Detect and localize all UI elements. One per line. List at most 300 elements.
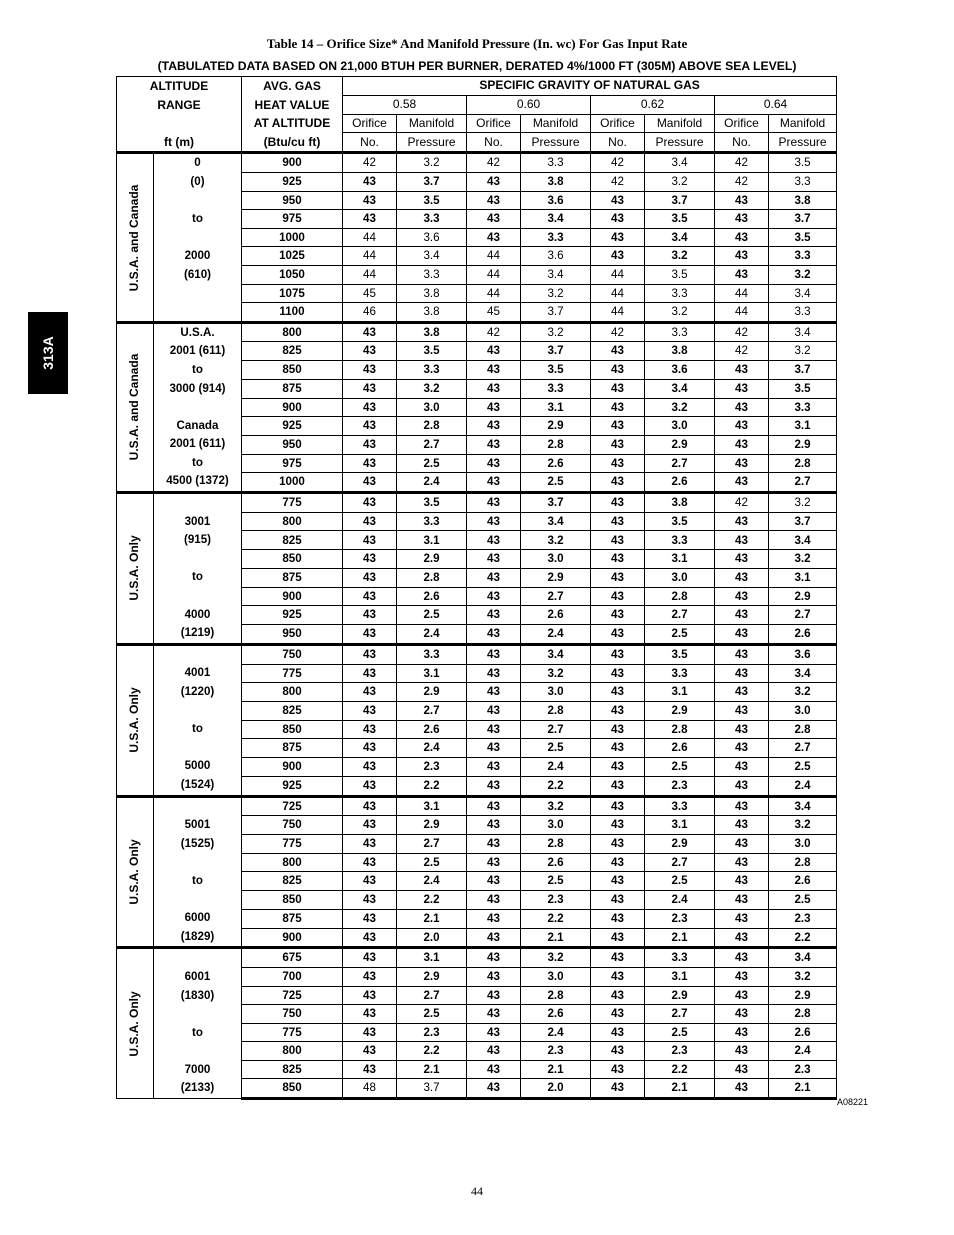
manifold-cell: 2.5	[645, 758, 715, 777]
altitude-range-line: (1219)	[180, 626, 215, 640]
orifice-cell: 43	[591, 664, 645, 683]
manifold-cell: 2.3	[397, 1023, 467, 1042]
orifice-cell: 42	[715, 342, 769, 361]
manifold-cell: 3.3	[521, 228, 591, 247]
altitude-range-line: to	[192, 722, 203, 736]
manifold-cell: 3.7	[769, 361, 837, 380]
orifice-cell: 43	[467, 986, 521, 1005]
manifold-cell: 3.4	[645, 153, 715, 173]
manifold-cell: 3.5	[769, 379, 837, 398]
orifice-cell: 45	[343, 284, 397, 303]
altitude-group	[117, 796, 837, 948]
manifold-cell: 2.3	[645, 776, 715, 796]
region-label-cell	[117, 322, 154, 492]
orifice-cell: 43	[715, 531, 769, 550]
altitude-range-line: to	[192, 570, 203, 584]
manifold-cell: 2.0	[521, 1079, 591, 1099]
orifice-cell: 43	[343, 834, 397, 853]
orifice-cell: 44	[343, 228, 397, 247]
specific-gravity-header: SPECIFIC GRAVITY OF NATURAL GAS	[343, 77, 837, 96]
orifice-cell: 43	[343, 454, 397, 473]
manifold-cell: 2.1	[397, 909, 467, 928]
manifold-cell: 3.1	[769, 568, 837, 587]
manifold-cell: 3.5	[397, 342, 467, 361]
orifice-cell: 43	[591, 644, 645, 664]
orifice-cell: 44	[715, 284, 769, 303]
heat-value-cell: 675	[242, 948, 343, 968]
orifice-pressure-table	[116, 76, 837, 1100]
orifice-cell: 43	[591, 1023, 645, 1042]
orifice-cell: 43	[715, 1079, 769, 1099]
manifold-cell: 3.4	[521, 265, 591, 284]
orifice-cell: 43	[343, 1060, 397, 1079]
orifice-cell: 43	[467, 512, 521, 531]
orifice-cell: 43	[591, 872, 645, 891]
manifold-cell: 2.8	[769, 853, 837, 872]
manifold-cell: 2.5	[521, 872, 591, 891]
manifold-cell: 3.8	[645, 342, 715, 361]
manifold-cell: 2.7	[521, 587, 591, 606]
orifice-cell: 43	[591, 342, 645, 361]
altitude-group	[117, 153, 837, 322]
heat-value-cell: 1025	[242, 247, 343, 266]
manifold-cell: 3.2	[521, 796, 591, 816]
altitude-range-line: 5000	[184, 759, 211, 773]
manifold-cell: 2.1	[769, 1079, 837, 1099]
manifold-cell: 3.1	[397, 664, 467, 683]
orifice-cell: 43	[343, 473, 397, 493]
orifice-cell: 42	[715, 172, 769, 191]
orifice-cell: 43	[467, 853, 521, 872]
manifold-cell: 3.2	[397, 379, 467, 398]
manifold-cell: 3.2	[769, 967, 837, 986]
manifold-cell: 2.7	[521, 720, 591, 739]
manifold-cell: 3.4	[769, 664, 837, 683]
manifold-cell: 2.5	[397, 1005, 467, 1024]
orifice-cell: 43	[343, 322, 397, 342]
orifice-cell: 43	[467, 834, 521, 853]
heat-value-cell: 725	[242, 986, 343, 1005]
altitude-range-line: (1829)	[180, 929, 215, 943]
manifold-cell: 3.3	[769, 398, 837, 417]
orifice-cell: 43	[715, 664, 769, 683]
orifice-cell: 42	[715, 153, 769, 173]
manifold-cell: 3.4	[645, 379, 715, 398]
manifold-cell: 3.7	[769, 512, 837, 531]
orifice-cell: 43	[715, 909, 769, 928]
manifold-cell: 2.9	[769, 986, 837, 1005]
manifold-cell: 2.5	[397, 853, 467, 872]
altitude-range-line	[154, 949, 241, 968]
orifice-cell: 43	[343, 1023, 397, 1042]
orifice-cell: 43	[467, 776, 521, 796]
heat-value-cell: 875	[242, 379, 343, 398]
manifold-cell: 3.5	[769, 153, 837, 173]
manifold-cell: 3.7	[521, 493, 591, 513]
orifice-cell: 43	[715, 550, 769, 569]
heat-value-cell: 825	[242, 342, 343, 361]
manifold-cell: 2.8	[397, 417, 467, 436]
orifice-cell: 44	[467, 284, 521, 303]
avg-gas-header-line: AVG. GAS	[263, 79, 321, 93]
table-header	[117, 77, 837, 153]
orifice-cell: 43	[591, 720, 645, 739]
manifold-cell: 2.6	[521, 1005, 591, 1024]
orifice-cell: 43	[343, 967, 397, 986]
orifice-cell: 43	[467, 191, 521, 210]
orifice-cell: 43	[715, 644, 769, 664]
altitude-range-line: 6000	[184, 911, 211, 925]
heat-value-cell: 1000	[242, 473, 343, 493]
table-title: Table 14 – Orifice Size* And Manifold Pressure (In. wc) For Gas Input Rate	[266, 36, 688, 51]
altitude-range-line	[154, 646, 241, 665]
orifice-cell: 43	[591, 379, 645, 398]
orifice-cell: 43	[591, 796, 645, 816]
orifice-cell: 43	[591, 853, 645, 872]
manifold-header: Manifold	[397, 114, 467, 133]
heat-value-cell: 850	[242, 720, 343, 739]
orifice-cell: 43	[715, 1042, 769, 1061]
manifold-cell: 2.4	[521, 1023, 591, 1042]
altitude-range-line	[154, 587, 241, 606]
orifice-cell: 43	[715, 417, 769, 436]
table-row	[117, 322, 837, 342]
heat-value-cell: 925	[242, 776, 343, 796]
orifice-cell: 43	[467, 701, 521, 720]
manifold-cell: 3.1	[645, 683, 715, 702]
altitude-group	[117, 493, 837, 645]
region-label-cell	[117, 153, 154, 322]
orifice-cell: 43	[343, 568, 397, 587]
manifold-cell: 3.7	[769, 210, 837, 229]
heat-value-cell: 900	[242, 153, 343, 173]
altitude-range-line: (1220)	[180, 685, 215, 698]
orifice-header: Orifice	[591, 114, 645, 133]
manifold-cell: 3.2	[397, 153, 467, 173]
altitude-header-line: RANGE	[157, 97, 201, 112]
manifold-cell: 3.5	[645, 265, 715, 284]
orifice-cell: 42	[591, 172, 645, 191]
region-label-cell	[117, 493, 154, 645]
orifice-cell: 43	[591, 816, 645, 835]
heat-value-cell: 950	[242, 435, 343, 454]
altitude-range-line: 2000	[184, 249, 211, 263]
manifold-cell: 3.4	[769, 796, 837, 816]
heat-value-cell: 850	[242, 361, 343, 380]
orifice-cell: 43	[715, 568, 769, 587]
altitude-range-line: 4001	[184, 666, 211, 680]
manifold-cell: 3.1	[769, 417, 837, 436]
orifice-cell: 43	[715, 1060, 769, 1079]
orifice-cell: 43	[591, 435, 645, 454]
orifice-cell: 43	[467, 720, 521, 739]
altitude-range-line: 4500 (1372)	[166, 474, 229, 488]
manifold-cell: 2.8	[521, 701, 591, 720]
orifice-cell: 43	[343, 891, 397, 910]
orifice-header: Orifice	[715, 114, 769, 133]
manifold-cell: 3.6	[769, 644, 837, 664]
orifice-cell: 43	[715, 928, 769, 948]
manifold-cell: 2.7	[645, 1005, 715, 1024]
orifice-cell: 43	[591, 948, 645, 968]
orifice-cell: 42	[591, 153, 645, 173]
heat-value-cell: 875	[242, 568, 343, 587]
manifold-cell: 2.2	[397, 1042, 467, 1061]
manifold-cell: 3.0	[645, 568, 715, 587]
orifice-cell: 43	[467, 454, 521, 473]
manifold-cell: 3.0	[521, 683, 591, 702]
altitude-range-line: 7000	[184, 1062, 211, 1076]
manifold-cell: 3.7	[397, 1079, 467, 1099]
orifice-cell: 43	[715, 986, 769, 1005]
heat-value-cell: 950	[242, 625, 343, 645]
orifice-cell: 42	[467, 153, 521, 173]
orifice-cell: 43	[715, 606, 769, 625]
orifice-cell: 43	[591, 1079, 645, 1099]
manifold-cell: 3.8	[397, 284, 467, 303]
orifice-header: No.	[343, 133, 397, 153]
orifice-cell: 43	[715, 587, 769, 606]
manifold-cell: 3.8	[397, 322, 467, 342]
orifice-cell: 43	[343, 210, 397, 229]
manifold-cell: 2.5	[769, 891, 837, 910]
altitude-range-line	[154, 853, 241, 872]
altitude-range-line: 2001 (611)	[169, 437, 226, 451]
manifold-cell: 3.2	[769, 493, 837, 513]
manifold-cell: 3.4	[521, 210, 591, 229]
orifice-cell: 43	[591, 909, 645, 928]
orifice-cell: 43	[343, 986, 397, 1005]
heat-value-cell: 800	[242, 683, 343, 702]
heat-value-cell: 900	[242, 758, 343, 777]
page-number: 44	[471, 1184, 483, 1198]
orifice-cell: 43	[591, 891, 645, 910]
manifold-cell: 3.0	[521, 967, 591, 986]
manifold-cell: 2.6	[521, 606, 591, 625]
manifold-cell: 3.5	[397, 191, 467, 210]
orifice-cell: 43	[591, 928, 645, 948]
manifold-cell: 3.3	[397, 512, 467, 531]
manifold-cell: 3.2	[769, 550, 837, 569]
manifold-cell: 3.7	[521, 342, 591, 361]
manifold-cell: 3.2	[645, 303, 715, 323]
orifice-cell: 43	[715, 891, 769, 910]
heat-value-cell: 825	[242, 701, 343, 720]
manifold-cell: 2.6	[645, 473, 715, 493]
manifold-cell: 2.4	[521, 758, 591, 777]
manifold-cell: 2.7	[769, 473, 837, 493]
manifold-cell: 3.2	[521, 284, 591, 303]
manifold-cell: 2.2	[769, 928, 837, 948]
gravity-header: 0.58	[343, 95, 467, 114]
manifold-cell: 3.3	[397, 361, 467, 380]
manifold-cell: 3.8	[645, 493, 715, 513]
region-label-cell	[117, 948, 154, 1099]
orifice-cell: 43	[467, 816, 521, 835]
altitude-range-line: to	[192, 1025, 203, 1039]
manifold-cell: 2.1	[521, 1060, 591, 1079]
manifold-cell: 2.3	[521, 1042, 591, 1061]
orifice-cell: 43	[715, 872, 769, 891]
manifold-cell: 2.5	[397, 454, 467, 473]
orifice-cell: 43	[591, 1060, 645, 1079]
orifice-header: No.	[715, 133, 769, 153]
manifold-cell: 2.6	[769, 872, 837, 891]
orifice-cell: 43	[343, 435, 397, 454]
orifice-cell: 43	[343, 948, 397, 968]
altitude-range-line: (1524)	[180, 777, 215, 791]
gravity-header: 0.62	[591, 95, 715, 114]
altitude-range-line	[154, 1042, 241, 1061]
manifold-cell: 3.3	[645, 796, 715, 816]
heat-value-cell: 925	[242, 172, 343, 191]
manifold-header: Manifold	[769, 114, 837, 133]
altitude-range-line: to	[192, 362, 203, 376]
orifice-cell: 46	[343, 303, 397, 323]
orifice-cell: 43	[467, 210, 521, 229]
altitude-header	[117, 77, 242, 153]
manifold-cell: 3.3	[645, 948, 715, 968]
orifice-cell: 43	[591, 512, 645, 531]
orifice-cell: 43	[591, 587, 645, 606]
manifold-cell: 3.3	[397, 644, 467, 664]
altitude-range-line: to	[192, 455, 203, 469]
orifice-cell: 43	[715, 210, 769, 229]
orifice-cell: 43	[591, 1042, 645, 1061]
region-label: U.S.A. Only	[127, 991, 142, 1057]
manifold-cell: 3.1	[397, 796, 467, 816]
orifice-header: No.	[591, 133, 645, 153]
manifold-cell: 2.9	[397, 816, 467, 835]
altitude-range-line: U.S.A.	[180, 325, 215, 339]
orifice-cell: 43	[715, 834, 769, 853]
altitude-range-line	[154, 398, 241, 417]
altitude-range-line	[154, 739, 241, 758]
orifice-header: No.	[467, 133, 521, 153]
manifold-cell: 3.0	[397, 398, 467, 417]
altitude-range-line: 4000	[184, 607, 211, 621]
orifice-cell: 43	[467, 361, 521, 380]
orifice-cell: 44	[467, 265, 521, 284]
manifold-cell: 3.1	[397, 948, 467, 968]
orifice-cell: 43	[467, 473, 521, 493]
manifold-cell: 3.2	[769, 816, 837, 835]
orifice-cell: 43	[467, 928, 521, 948]
orifice-cell: 44	[343, 265, 397, 284]
altitude-range-cell	[154, 322, 242, 492]
manifold-cell: 3.5	[397, 493, 467, 513]
altitude-group	[117, 322, 837, 492]
altitude-range-line: 5001	[184, 818, 211, 832]
heat-value-cell: 700	[242, 967, 343, 986]
manifold-cell: 3.3	[769, 303, 837, 323]
manifold-cell: 2.9	[397, 967, 467, 986]
region-label: U.S.A. Only	[127, 839, 142, 905]
orifice-cell: 43	[343, 853, 397, 872]
manifold-cell: 3.5	[769, 228, 837, 247]
orifice-cell: 43	[343, 512, 397, 531]
altitude-range-line: to	[192, 873, 203, 887]
manifold-cell: 2.9	[645, 986, 715, 1005]
orifice-cell: 44	[467, 247, 521, 266]
orifice-cell: 43	[591, 834, 645, 853]
orifice-cell: 43	[715, 948, 769, 968]
orifice-cell: 43	[343, 550, 397, 569]
manifold-cell: 3.7	[645, 191, 715, 210]
manifold-cell: 2.9	[521, 568, 591, 587]
manifold-cell: 3.2	[645, 247, 715, 266]
heat-value-cell: 1075	[242, 284, 343, 303]
orifice-cell: 43	[467, 493, 521, 513]
orifice-cell: 43	[467, 379, 521, 398]
heat-value-cell: 800	[242, 1042, 343, 1061]
orifice-cell: 43	[715, 512, 769, 531]
manifold-cell: 3.6	[645, 361, 715, 380]
manifold-cell: 2.2	[397, 776, 467, 796]
orifice-cell: 43	[715, 853, 769, 872]
orifice-cell: 43	[467, 398, 521, 417]
orifice-cell: 43	[715, 967, 769, 986]
orifice-cell: 43	[467, 1079, 521, 1099]
altitude-range-line	[154, 550, 241, 569]
manifold-cell: 3.2	[769, 683, 837, 702]
orifice-cell: 43	[467, 342, 521, 361]
orifice-cell: 42	[467, 322, 521, 342]
manifold-cell: 3.3	[397, 265, 467, 284]
manifold-cell: 2.9	[645, 834, 715, 853]
orifice-cell: 43	[591, 986, 645, 1005]
manifold-cell: 2.7	[769, 739, 837, 758]
orifice-cell: 43	[715, 776, 769, 796]
manifold-cell: 3.3	[645, 664, 715, 683]
manifold-cell: 2.9	[397, 683, 467, 702]
heat-value-cell: 975	[242, 210, 343, 229]
orifice-cell: 43	[467, 531, 521, 550]
manifold-cell: 2.4	[521, 625, 591, 645]
manifold-cell: 2.1	[645, 1079, 715, 1099]
heat-value-cell: 800	[242, 512, 343, 531]
heat-value-cell: 900	[242, 928, 343, 948]
altitude-range-line: to	[192, 212, 203, 226]
orifice-cell: 43	[467, 1042, 521, 1061]
manifold-cell: 2.6	[769, 1023, 837, 1042]
orifice-cell: 43	[467, 568, 521, 587]
orifice-cell: 42	[591, 322, 645, 342]
orifice-cell: 43	[715, 625, 769, 645]
manifold-cell: 2.8	[645, 720, 715, 739]
manifold-cell: 2.1	[645, 928, 715, 948]
heat-value-cell: 750	[242, 644, 343, 664]
manifold-cell: 3.1	[645, 967, 715, 986]
heat-value-cell: 825	[242, 531, 343, 550]
manifold-cell: 3.3	[645, 531, 715, 550]
orifice-cell: 43	[715, 435, 769, 454]
manifold-cell: 3.6	[521, 191, 591, 210]
avg-gas-header-line: (Btu/cu ft)	[263, 134, 321, 149]
manifold-cell: 3.0	[769, 701, 837, 720]
table-row	[117, 796, 837, 816]
manifold-cell: 2.6	[521, 853, 591, 872]
orifice-cell: 43	[715, 739, 769, 758]
orifice-cell: 44	[591, 265, 645, 284]
manifold-header: Pressure	[769, 133, 837, 153]
manifold-cell: 3.2	[521, 948, 591, 968]
orifice-cell: 43	[715, 683, 769, 702]
side-tab-label: 313A	[40, 336, 56, 370]
orifice-cell: 43	[591, 625, 645, 645]
orifice-cell: 43	[467, 948, 521, 968]
altitude-range-line: (0)	[190, 174, 205, 188]
